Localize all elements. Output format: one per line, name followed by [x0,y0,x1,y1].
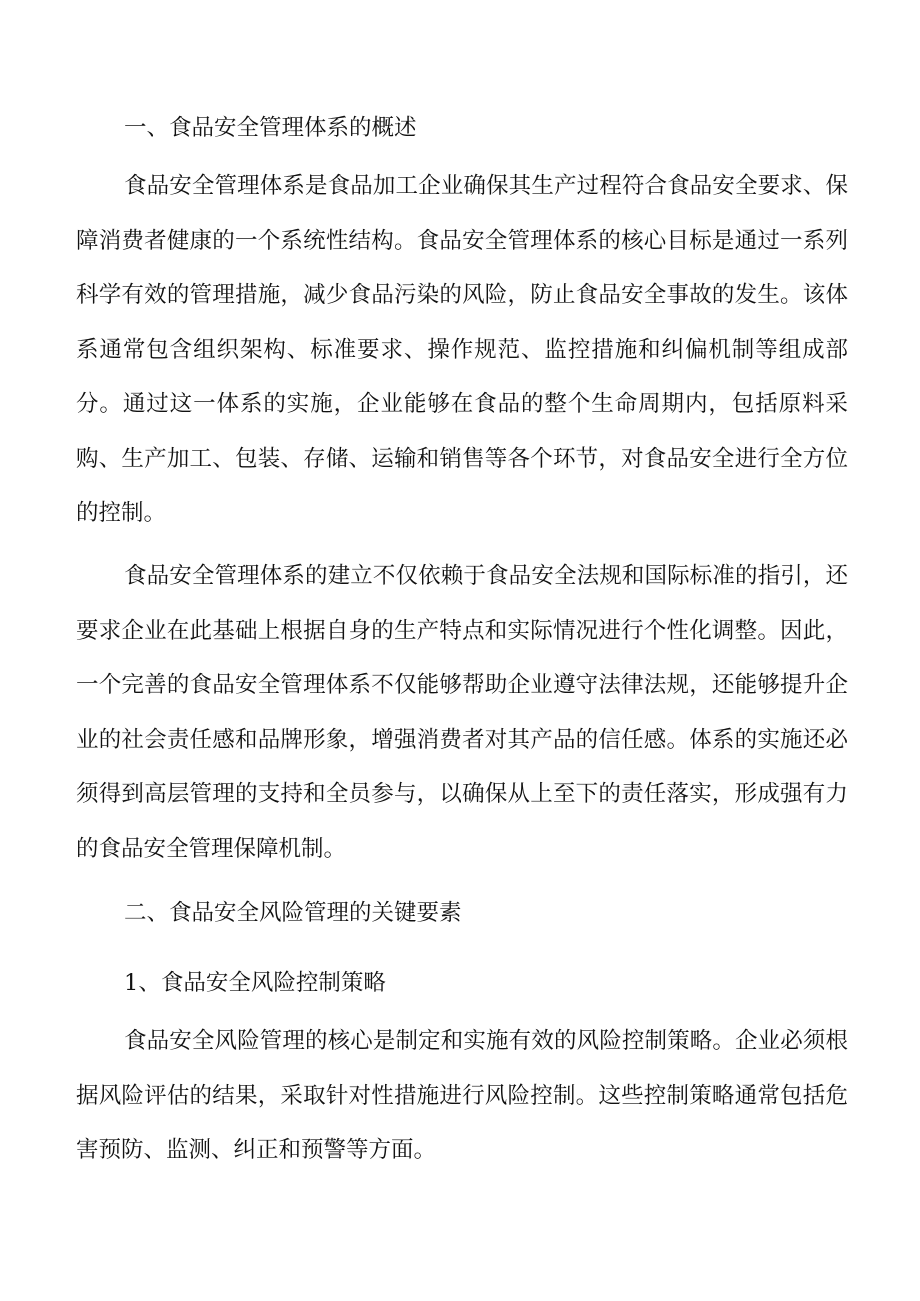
section-1-heading: 一、食品安全管理体系的概述 [124,115,417,141]
subsection-2-1-paragraph-1: 食品安全风险管理的核心是制定和实施有效的风险控制策略。企业必须根据风险评估的结果，采取针对性措施进行风险控制。这些控制策略通常包括危害预防、监测、纠正和预警等方面。 [76,1028,848,1163]
subsection-2-1-heading: 1、食品安全风险控制策略 [124,970,386,996]
section-1-paragraph-2: 食品安全管理体系的建立不仅依赖于食品安全法规和国际标准的指引，还要求企业在此基础上根据自身的生产特点和实际情况进行个性化调整。因此，一个完善的食品安全管理体系不仅能够帮助企业遵守法律法规，还能够提升企业的社会责任感和品牌形象，增强消费者对其产品的信任感。体系的实施还必须得到高层管理的支持和全员参与，以确保从上至下的责任落实，形成强有力的食品安全管理保障机制。 [76,563,848,862]
section-2-heading: 二、食品安全风险管理的关键要素 [124,900,462,926]
section-1-paragraph-1: 食品安全管理体系是食品加工企业确保其生产过程符合食品安全要求、保障消费者健康的一个系统性结构。食品安全管理体系的核心目标是通过一系列科学有效的管理措施，减少食品污染的风险，防止食品安全事故的发生。该体系通常包含组织架构、标准要求、操作规范、监控措施和纠偏机制等组成部分。通过这一体系的实施，企业能够在食品的整个生命周期内，包括原料采购、生产加工、包装、存储、运输和销售等各个环节，对食品安全进行全方位的控制。 [76,173,848,526]
